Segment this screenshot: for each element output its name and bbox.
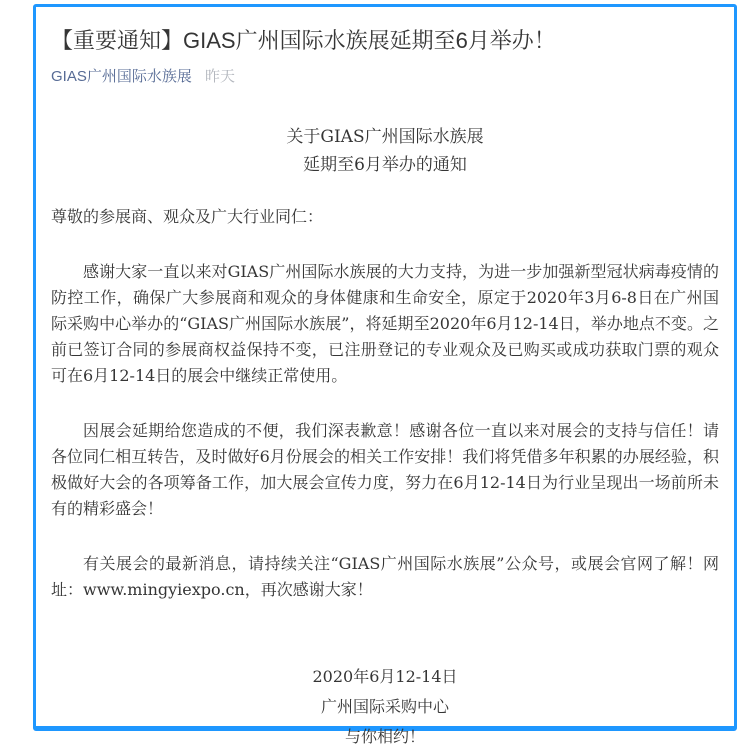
paragraph-postponement: 感谢大家一直以来对GIAS广州国际水族展的大力支持，为进一步加强新型冠状病毒疫情的防控工作，确保广大参展商和观众的身体健康和生命安全，原定于2020年3月6-8日在广州国际采购中心举办的“GIAS广州国际水族展”，将延期至2020年6月12-14日，举办地点不变。之前已签订合同的参展商权益保持不变，已注册登记的专业观众及已购买或成功获取门票的观众可在6月12-14日的展会中继续正常使用。 [51, 262, 719, 385]
account-name-link[interactable]: GIAS广州国际水族展 [51, 68, 192, 85]
notice-heading [51, 123, 719, 179]
closing-venue: 广州国际采购中心 [320, 697, 449, 716]
article-title: 【重要通知】GIAS广州国际水族展延期至6月举办！ [51, 28, 556, 53]
closing-date: 2020年6月12-14日 [312, 667, 458, 686]
salutation: 尊敬的参展商、观众及广大行业同仁： [51, 207, 324, 226]
notice-heading-line1: 关于GIAS广州国际水族展 [286, 127, 484, 147]
byline [51, 67, 719, 87]
notice-heading-line2: 延期至6月举办的通知 [303, 155, 467, 175]
article-frame [33, 4, 737, 746]
paragraph-updates-text-before: 有关展会的最新消息，请持续关注“GIAS广州国际水族展”公众号，或展会官网了解！网址： [51, 554, 719, 599]
closing-block [51, 662, 719, 752]
paragraph-apology: 因展会延期给您造成的不便，我们深表歉意！感谢各位一直以来对展会的支持与信任！请各位同仁相互转告，及时做好6月份展会的相关工作安排！我们将凭借多年积累的办展经验，积极做好大会的各项筹备工作，加大展会宣传力度，努力在6月12-14日为行业呈现出一场前所未有的精彩盛会！ [51, 421, 719, 518]
paragraph-updates-text-after: ，再次感谢大家！ [244, 580, 373, 599]
website-url: www.mingyiexpo.cn [83, 580, 245, 599]
publish-time: 昨天 [205, 68, 236, 85]
closing-slogan: 与你相约！ [344, 727, 425, 746]
paragraph-updates [51, 551, 719, 603]
